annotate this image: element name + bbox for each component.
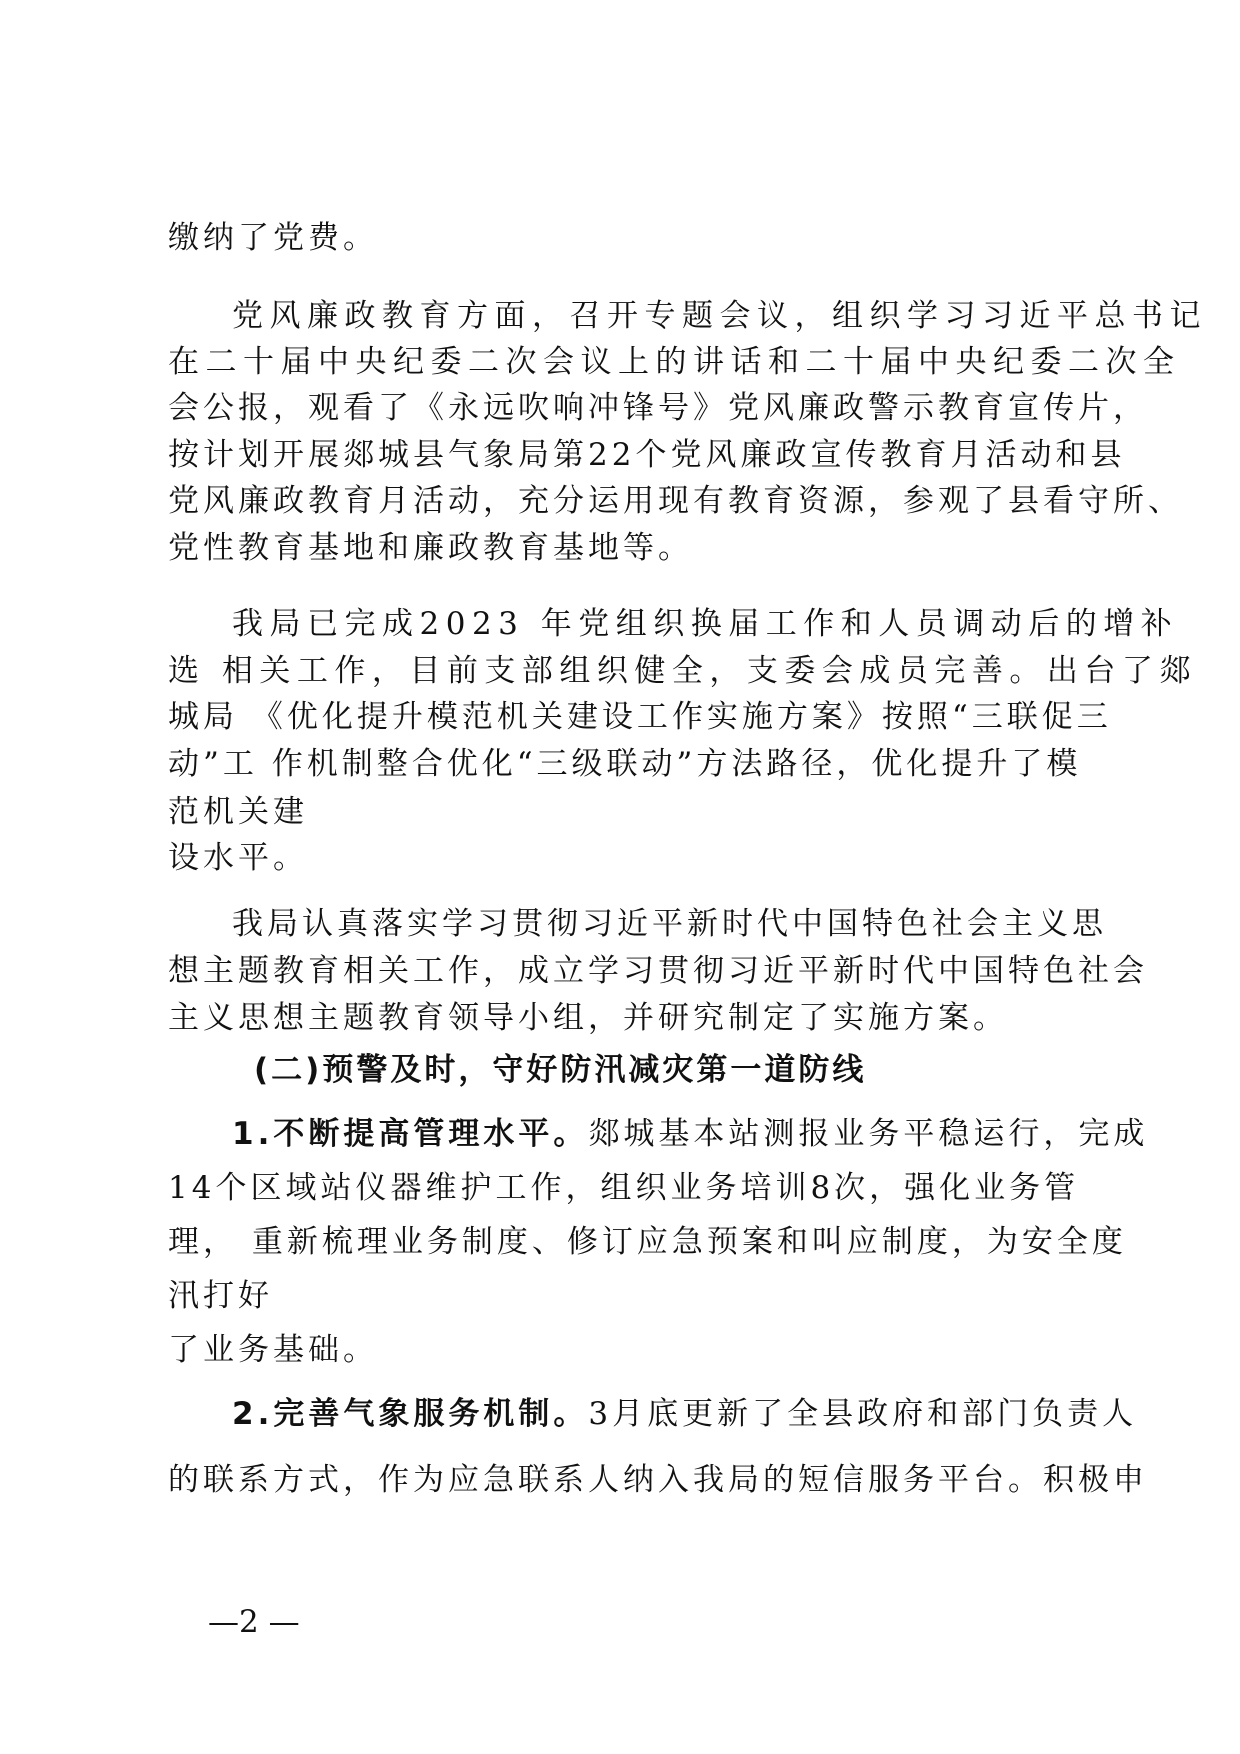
paragraph-line: 缴纳了党费。 (168, 220, 378, 256)
paragraph-line: 党风廉政教育方面，召开专题会议，组织学习习近平总书记 (232, 298, 1207, 334)
paragraph-line: 14个区域站仪器维护工作，组织业务培训8次，强化业务管 (168, 1170, 1080, 1206)
item-title: 1.不断提高管理水平。 (232, 1116, 589, 1152)
paragraph-line (232, 1114, 1148, 1154)
paragraph-line: 设水平。 (168, 840, 308, 876)
paragraph-line: 会公报，观看了《永远吹响冲锋号》党风廉政警示教育宣传片， (168, 390, 1148, 426)
paragraph-line: 党风廉政教育月活动，充分运用现有教育资源，参观了县看守所、 (168, 483, 1183, 519)
paragraph-line: 党性教育基地和廉政教育基地等。 (168, 530, 693, 566)
paragraph-line: 选 相关工作，目前支部组织健全，支委会成员完善。出台了郯 (168, 653, 1197, 689)
paragraph-line: 我局已完成2023 年党组织换届工作和人员调动后的增补 (232, 606, 1179, 642)
paragraph-line: 理， 重新梳理业务制度、修订应急预案和叫应制度，为安全度 (168, 1224, 1127, 1260)
section-heading: (二)预警及时，守好防汛减灾第一道防线 (254, 1052, 867, 1088)
paragraph-line: 想主题教育相关工作，成立学习贯彻习近平新时代中国特色社会 (168, 953, 1148, 989)
paragraph-line: 我局认真落实学习贯彻习近平新时代中国特色社会主义思 (232, 906, 1107, 942)
paragraph-line: 了业务基础。 (168, 1332, 378, 1368)
page-number: —2 — (208, 1604, 300, 1640)
paragraph-line: 动”工 作机制整合优化“三级联动”方法路径，优化提升了模 (168, 746, 1082, 782)
paragraph-line: 汛打好 (168, 1278, 273, 1314)
paragraph-line: 主义思想主题教育领导小组，并研究制定了实施方案。 (168, 1000, 1008, 1036)
paragraph-line: 城局 《优化提升模范机关建设工作实施方案》按照“三联促三 (168, 699, 1112, 735)
paragraph-line: 的联系方式，作为应急联系人纳入我局的短信服务平台。积极申 (168, 1462, 1148, 1498)
item-title: 2.完善气象服务机制。 (232, 1396, 589, 1432)
paragraph-line: 在二十届中央纪委二次会议上的讲话和二十届中央纪委二次全 (168, 344, 1181, 380)
paragraph-line: 范机关建 (168, 794, 308, 830)
item-text: 郯城基本站测报业务平稳运行，完成 (588, 1116, 1149, 1152)
item-text: 3月底更新了全县政府和部门负责人 (588, 1396, 1138, 1432)
paragraph-line: 按计划开展郯城县气象局第22个党风廉政宣传教育月活动和县 (168, 437, 1126, 473)
paragraph-line (232, 1394, 1137, 1434)
